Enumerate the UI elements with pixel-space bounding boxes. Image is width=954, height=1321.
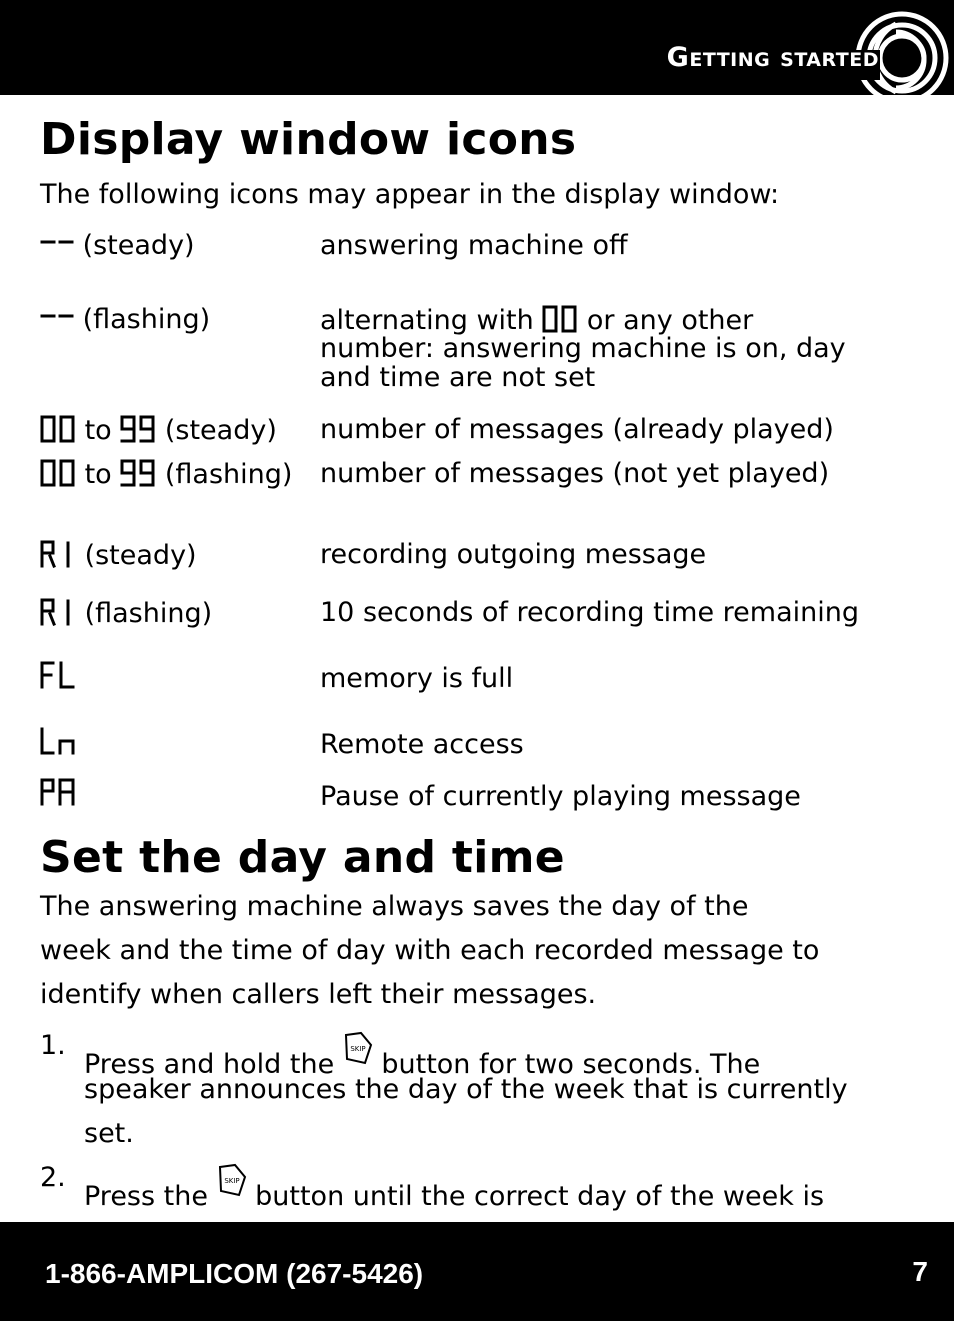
icon-row: (flashing)	[40, 305, 210, 334]
icon-desc: recording outgoing message	[320, 539, 707, 570]
heading-display-icons: Display window icons	[40, 114, 577, 165]
step-text: speaker announces the day of the week that is currently	[84, 1074, 848, 1105]
page-footer	[0, 1222, 954, 1321]
icon-row	[40, 727, 76, 757]
icon-row: (flashing)	[40, 598, 212, 628]
icon-row: (steady)	[40, 540, 197, 570]
icon-desc: number: answering machine is on, day	[320, 333, 846, 364]
icons-intro: The following icons may appear in the display window:	[40, 179, 780, 210]
icon-desc: Remote access	[320, 729, 524, 760]
svg-text:SKIP: SKIP	[223, 1177, 240, 1185]
double-zero-icon	[542, 305, 578, 333]
icon-desc: memory is full	[320, 663, 514, 694]
dashes-icon	[40, 308, 74, 332]
step-number: 1.	[40, 1030, 66, 1061]
page-number: 7	[912, 1256, 928, 1287]
skip-button-icon	[217, 1163, 247, 1199]
pa-icon	[40, 778, 76, 806]
step-number: 2.	[40, 1162, 66, 1193]
time-paragraph: identify when callers left their messages.	[40, 979, 597, 1010]
step-text: Press the SKIP button until the correct day of the week is	[84, 1163, 824, 1211]
icon-desc: 10 seconds of recording time remaining	[320, 597, 859, 628]
step-text: set.	[84, 1118, 134, 1149]
skip-button-icon	[343, 1031, 373, 1067]
fl-icon	[40, 661, 76, 689]
step-text: Press and hold the SKIP button for two seconds. The	[84, 1031, 760, 1079]
icon-row	[40, 661, 76, 691]
dashes-icon	[40, 234, 74, 258]
r1-icon	[40, 540, 76, 568]
icon-desc: answering machine off	[320, 230, 628, 261]
double-zero-icon	[40, 459, 76, 487]
heading-set-day-time: Set the day and time	[40, 832, 565, 883]
time-paragraph: week and the time of day with each recorded message to	[40, 935, 820, 966]
r1-icon	[40, 598, 76, 626]
double-zero-icon	[40, 415, 76, 443]
time-paragraph: The answering machine always saves the day of the	[40, 891, 749, 922]
ln-icon	[40, 727, 76, 755]
icon-desc: and time are not set	[320, 362, 596, 393]
icon-desc: number of messages (already played)	[320, 414, 834, 445]
page-header	[0, 0, 954, 95]
double-nine-icon	[120, 459, 156, 487]
double-nine-icon	[120, 415, 156, 443]
icon-row: to (flashing)	[40, 459, 292, 489]
icon-desc: number of messages (not yet played)	[320, 458, 830, 489]
svg-text:SKIP: SKIP	[350, 1045, 366, 1053]
support-phone: 1-866-AMPLICOM (267-5426)	[45, 1258, 424, 1289]
icon-row: (steady)	[40, 231, 195, 260]
icon-row: to (steady)	[40, 415, 277, 445]
icon-desc: alternating with or any other	[320, 305, 754, 336]
icon-desc: Pause of currently playing message	[320, 781, 801, 812]
icon-row	[40, 778, 76, 808]
section-tab: Getting started	[666, 42, 879, 73]
